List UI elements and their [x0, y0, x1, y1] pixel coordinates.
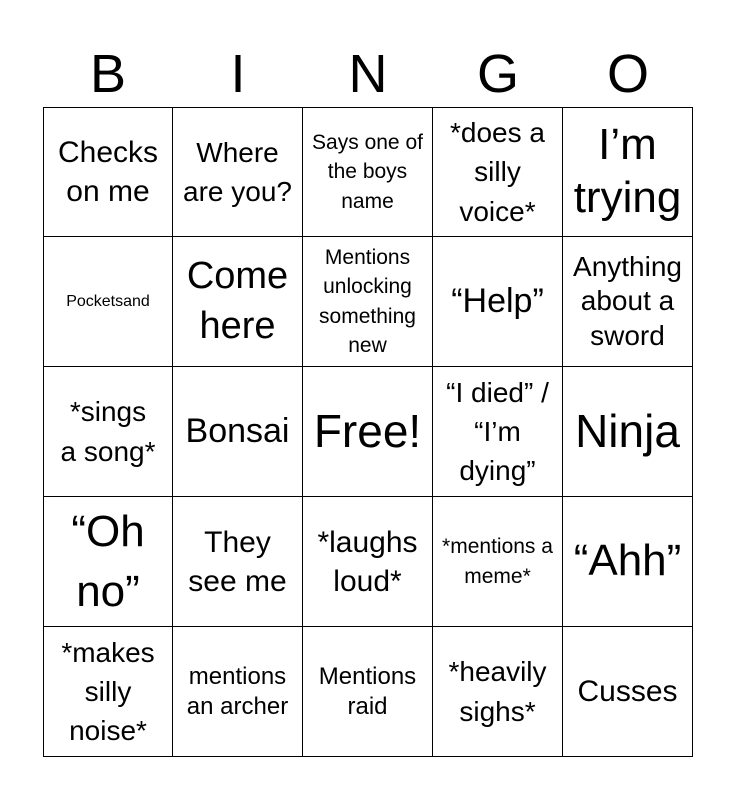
bingo-cell-r4-c4[interactable] — [433, 497, 563, 627]
bingo-cell-r1-c2[interactable] — [173, 107, 303, 237]
bingo-cell-r4-c3[interactable] — [303, 497, 433, 627]
cell-text: “Oh no” — [71, 507, 145, 616]
bingo-cell-r4-c1[interactable] — [43, 497, 173, 627]
cell-text: Says one of the boys name — [312, 130, 423, 213]
cell-text: *laughs loud* — [317, 525, 418, 598]
bingo-cell-r2-c3[interactable] — [303, 237, 433, 367]
header-letter-g: G — [476, 44, 519, 104]
cell-text: Bonsai — [185, 411, 290, 450]
cell-text: Free! — [313, 404, 422, 457]
bingo-cell-r2-c4[interactable] — [433, 237, 563, 367]
bingo-cell-r5-c4[interactable] — [433, 627, 563, 757]
bingo-cell-r1-c5[interactable] — [563, 107, 693, 237]
cell-text: *sings a song* — [60, 396, 156, 467]
cell-text: *makes silly noise* — [61, 636, 155, 747]
bingo-cell-r3-c1[interactable] — [43, 367, 173, 497]
bingo-cell-r2-c5[interactable] — [563, 237, 693, 367]
bingo-board — [43, 107, 693, 757]
cell-text: “Help” — [451, 281, 544, 320]
header-letter-o: O — [606, 44, 649, 104]
cell-text: I’m trying — [573, 120, 682, 222]
cell-text: *heavily sighs* — [448, 656, 547, 727]
cell-text: Where are you? — [183, 136, 292, 207]
bingo-cell-r3-c3[interactable] — [303, 367, 433, 497]
bingo-cell-r1-c1[interactable] — [43, 107, 173, 237]
header-letter-i: I — [230, 44, 246, 104]
cell-text: “I died” / “I’m dying” — [446, 376, 549, 487]
cell-text: Come here — [186, 255, 289, 347]
bingo-cell-r3-c2[interactable] — [173, 367, 303, 497]
cell-text: Pocketsand — [66, 292, 150, 310]
bingo-cell-r5-c3[interactable] — [303, 627, 433, 757]
bingo-cell-r5-c5[interactable] — [563, 627, 693, 757]
header-letter-b: B — [89, 44, 127, 104]
cell-text: They see me — [188, 525, 287, 598]
cell-text: Cusses — [577, 675, 678, 708]
cell-text: mentions an archer — [186, 662, 289, 720]
cell-text: Mentions unlocking something new — [319, 245, 416, 357]
cell-text: Anything about a sword — [573, 251, 682, 351]
bingo-cell-r1-c3[interactable] — [303, 107, 433, 237]
bingo-cell-r1-c4[interactable] — [433, 107, 563, 237]
cell-text: Checks on me — [57, 136, 159, 208]
bingo-cell-r2-c2[interactable] — [173, 237, 303, 367]
bingo-cell-r3-c5[interactable] — [563, 367, 693, 497]
cell-text: Ninja — [575, 404, 680, 457]
cell-text: “Ahh” — [573, 536, 682, 586]
cell-text: *mentions a meme* — [442, 535, 553, 588]
bingo-cell-r4-c2[interactable] — [173, 497, 303, 627]
bingo-cell-r5-c2[interactable] — [173, 627, 303, 757]
header-letter-n: N — [348, 44, 388, 104]
bingo-cell-r3-c4[interactable] — [433, 367, 563, 497]
bingo-cell-r5-c1[interactable] — [43, 627, 173, 757]
bingo-header — [43, 40, 693, 108]
bingo-cell-r2-c1[interactable] — [43, 237, 173, 367]
cell-text: *does a silly voice* — [450, 117, 545, 227]
cell-text: Mentions raid — [318, 662, 417, 720]
bingo-cell-r4-c5[interactable] — [563, 497, 693, 627]
